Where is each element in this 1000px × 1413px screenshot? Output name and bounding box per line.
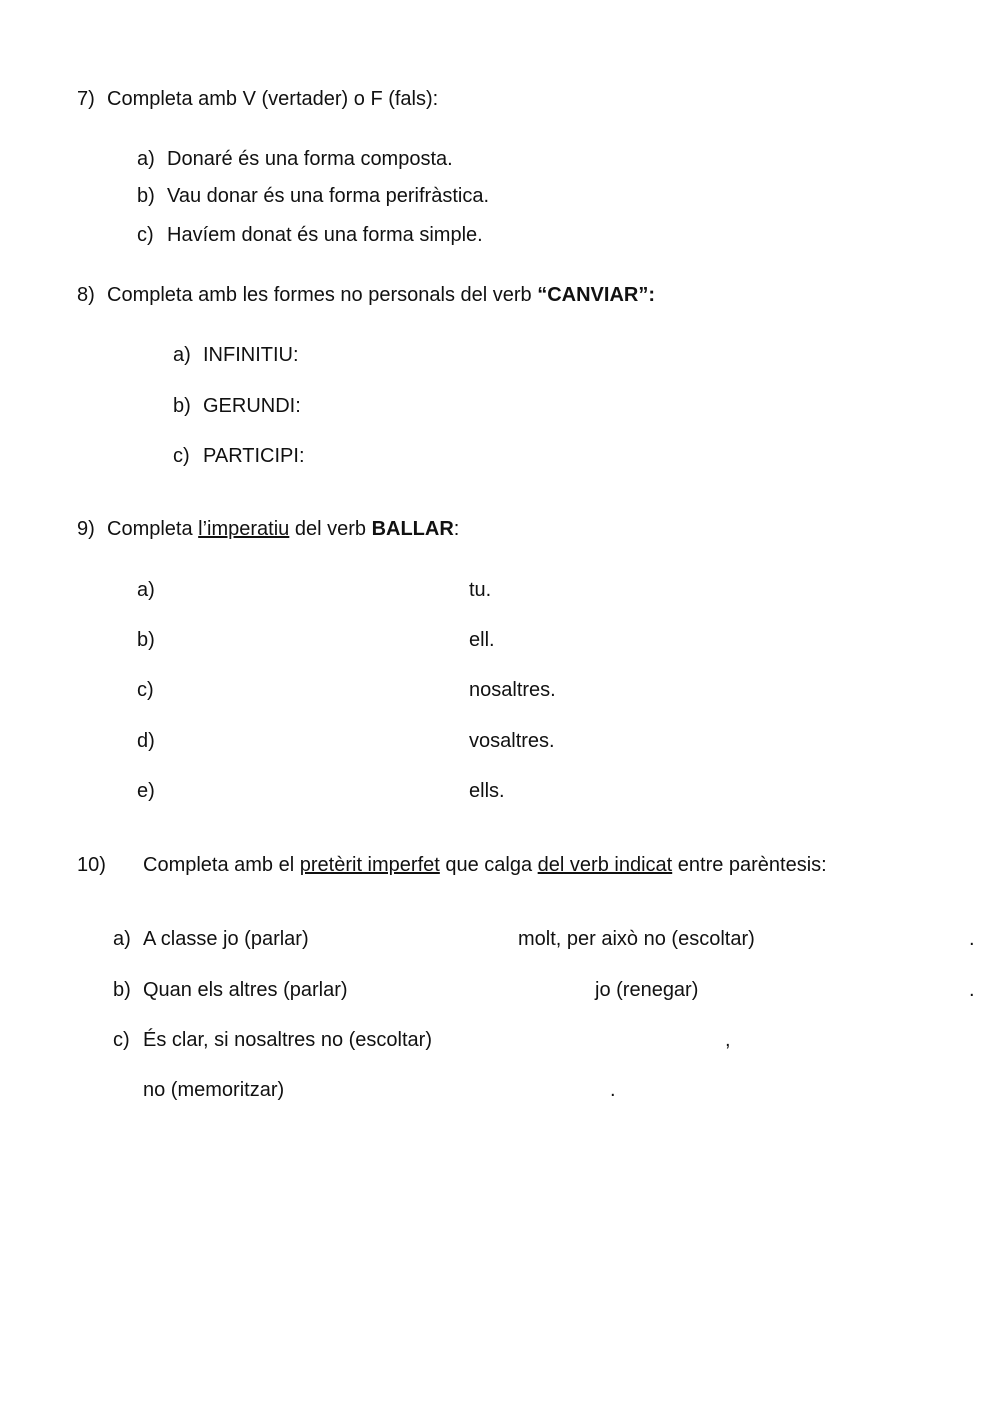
q7-number: 7) xyxy=(77,88,95,110)
q9-item-b-pronoun: ell. xyxy=(469,629,495,651)
q9-verb: BALLAR xyxy=(371,518,454,540)
q10-item-a-part2: molt, per això no (escoltar) xyxy=(518,928,755,950)
q8-item-a-label: a) xyxy=(173,344,191,366)
q8-title-text: Completa amb les formes no personals del verb xyxy=(107,284,538,306)
q9-text-after: : xyxy=(453,518,460,540)
q10-item-c-end: , xyxy=(725,1029,731,1051)
q10-continuation-text: no (memoritzar) xyxy=(143,1079,285,1101)
q7-item-b-text: Vau donar és una forma perifràstica. xyxy=(167,185,490,207)
q9-item-c-label: c) xyxy=(137,679,154,701)
q10-text-before: Completa amb el xyxy=(143,854,300,876)
q10-item-c-part1: És clar, si nosaltres no (escoltar) xyxy=(143,1029,432,1051)
q7-item-b-label: b) xyxy=(137,185,155,207)
q9-text-before: Completa xyxy=(107,518,199,540)
q8-item-c-label: c) xyxy=(173,445,190,467)
q9-item-c-pronoun: nosaltres. xyxy=(469,679,556,701)
q10-item-a-end: . xyxy=(969,928,975,950)
q10-item-b-part1: Quan els altres (parlar) xyxy=(143,979,348,1001)
q10-item-b-label: b) xyxy=(113,979,131,1001)
q10-title xyxy=(143,853,827,877)
q9-item-b-label: b) xyxy=(137,629,155,651)
q9-item-a-pronoun: tu. xyxy=(469,579,492,601)
q7-item-a-label: a) xyxy=(137,148,155,170)
q10-item-a-part1: A classe jo (parlar) xyxy=(143,928,309,950)
q7-item-a-text: Donaré és una forma composta. xyxy=(167,148,453,170)
q8-item-b-label: b) xyxy=(173,395,191,417)
q10-number: 10) xyxy=(77,854,106,876)
q8-item-c-text: PARTICIPI: xyxy=(203,445,305,467)
q8-number: 8) xyxy=(77,284,95,306)
q10-underlined-1: pretèrit imperfet xyxy=(299,854,440,876)
q9-text-middle: del verb xyxy=(289,518,372,540)
q10-item-c-label: c) xyxy=(113,1029,130,1051)
q9-item-d-pronoun: vosaltres. xyxy=(469,730,555,752)
q10-continuation-end: . xyxy=(610,1079,616,1101)
q9-item-a-label: a) xyxy=(137,579,155,601)
q10-item-b-part2: jo (renegar) xyxy=(595,979,699,1001)
q9-title xyxy=(107,517,459,541)
q7-item-c-label: c) xyxy=(137,224,154,246)
q10-item-b-end: . xyxy=(969,979,975,1001)
q9-underlined: l’imperatiu xyxy=(198,518,290,540)
q8-verb: “CANVIAR”: xyxy=(537,284,655,306)
q10-underlined-2: del verb indicat xyxy=(537,854,673,876)
q9-item-e-label: e) xyxy=(137,780,155,802)
q10-text-middle: que calga xyxy=(439,854,538,876)
q8-item-b-text: GERUNDI: xyxy=(203,395,301,417)
q10-item-a-label: a) xyxy=(113,928,131,950)
q10-text-after: entre parèntesis: xyxy=(672,854,827,876)
q8-item-a-text: INFINITIU: xyxy=(203,344,299,366)
q9-number: 9) xyxy=(77,518,95,540)
q9-item-d-label: d) xyxy=(137,730,155,752)
q7-title: Completa amb V (vertader) o F (fals): xyxy=(107,88,439,110)
q9-item-e-pronoun: ells. xyxy=(469,780,505,802)
q8-title xyxy=(107,283,655,307)
q7-item-c-text: Havíem donat és una forma simple. xyxy=(167,224,483,246)
